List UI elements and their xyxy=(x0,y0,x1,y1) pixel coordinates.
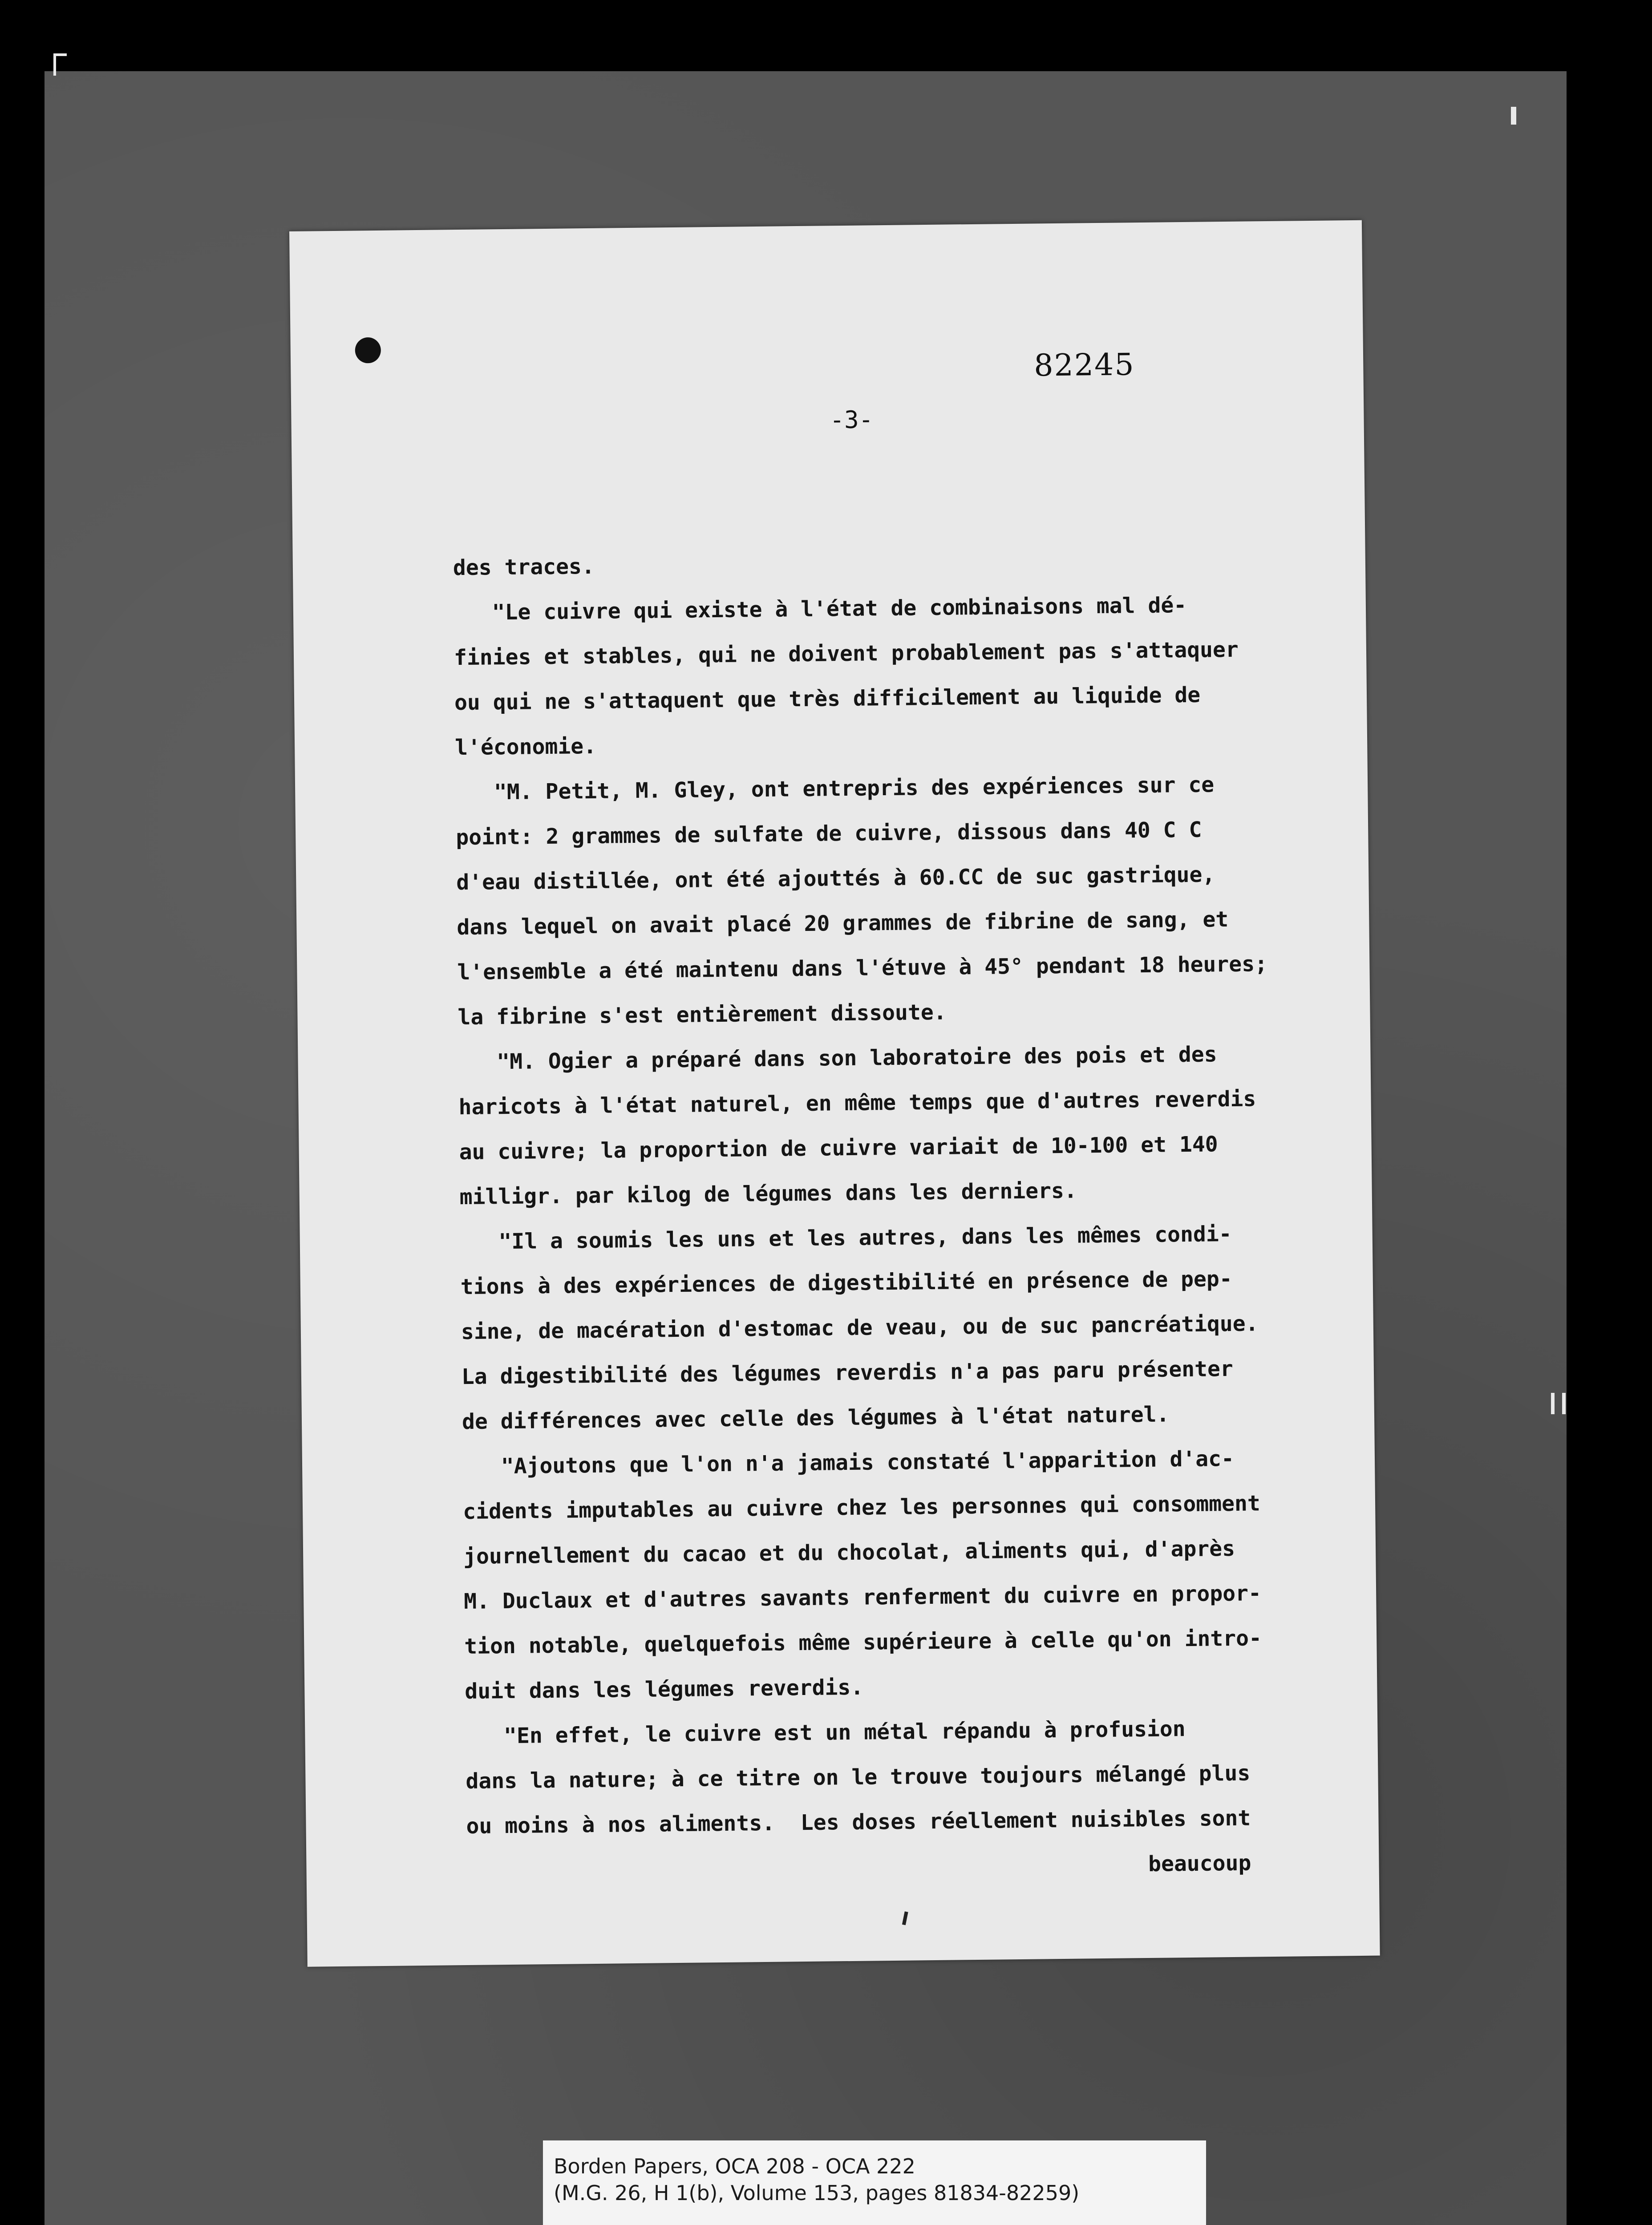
citation-line-1: Borden Papers, OCA 208 - OCA 222 xyxy=(554,2154,915,2178)
body-line: tions à des expériences de digestibilité en présence de pep- xyxy=(460,1266,1232,1300)
body-line: finies et stables, qui ne doivent probablement pas s'attaquer xyxy=(453,637,1239,671)
body-line: des traces. xyxy=(453,554,595,581)
body-line: "Il a soumis les uns et les autres, dans les mêmes condi- xyxy=(460,1221,1232,1255)
body-line: journellement du cacao et du chocolat, aliments qui, d'après xyxy=(463,1536,1235,1570)
body-line: "Ajoutons que l'on n'a jamais constaté l'apparition d'ac- xyxy=(462,1446,1235,1480)
film-edge-mark xyxy=(1511,107,1516,125)
body-line: point: 2 grammes de sulfate de cuivre, dissous dans 40 C C xyxy=(455,817,1202,850)
body-line: l'ensemble a été maintenu dans l'étuve à 45° pendant 18 heures; xyxy=(457,951,1268,985)
citation-line-2: (M.G. 26, H 1(b), Volume 153, pages 81834-82259) xyxy=(554,2181,1080,2205)
body-line: dans la nature; à ce titre on le trouve toujours mélangé plus xyxy=(466,1760,1251,1794)
body-line: milligr. par kilog de légumes dans les derniers. xyxy=(459,1178,1077,1210)
corner-registration-mark xyxy=(53,53,67,76)
page-number: -3- xyxy=(830,405,874,434)
document-body xyxy=(453,536,1348,1894)
body-line: sine, de macération d'estomac de veau, ou de suc pancréatique. xyxy=(461,1311,1259,1345)
document-number: 82245 xyxy=(1033,347,1135,384)
body-line: "Le cuivre qui existe à l'état de combinaisons mal dé- xyxy=(453,592,1187,626)
body-line: la fibrine s'est entièrement dissoute. xyxy=(458,999,947,1030)
body-line: d'eau distillée, ont été ajouttés à 60.CC de suc gastrique, xyxy=(456,862,1215,895)
body-line: ou moins à nos aliments. Les doses réellement nuisibles sont xyxy=(466,1805,1251,1839)
body-line: ou qui ne s'attaquent que très difficilement au liquide de xyxy=(454,682,1201,716)
body-line: haricots à l'état naturel, en même temps que d'autres reverdis xyxy=(458,1086,1256,1120)
document-page xyxy=(289,220,1380,1967)
paper-mark xyxy=(902,1911,908,1925)
film-edge-mark xyxy=(1551,1393,1555,1414)
body-line: cidents imputables au cuivre chez les personnes qui consomment xyxy=(462,1491,1261,1525)
body-line: "M. Petit, M. Gley, ont entrepris des expériences sur ce xyxy=(455,772,1215,805)
body-line: dans lequel on avait placé 20 grammes de fibrine de sang, et xyxy=(457,906,1229,940)
body-line: beaucoup xyxy=(466,1850,1251,1884)
body-line: La digestibilité des légumes reverdis n'a pas paru présenter xyxy=(461,1356,1234,1390)
citation-label xyxy=(543,2140,1206,2225)
body-line: l'économie. xyxy=(454,733,597,761)
body-line: "En effet, le cuivre est un métal répandu à profusion xyxy=(465,1716,1186,1749)
body-line: "M. Ogier a préparé dans son laboratoire des pois et des xyxy=(458,1042,1217,1075)
body-line: M. Duclaux et d'autres savants renferment du cuivre en propor- xyxy=(463,1581,1262,1614)
body-line: au cuivre; la proportion de cuivre variait de 10-100 et 140 xyxy=(459,1132,1218,1165)
body-line: de différences avec celle des légumes à l'état naturel. xyxy=(462,1402,1170,1435)
body-line: duit dans les légumes reverdis. xyxy=(465,1675,864,1704)
body-line: tion notable, quelquefois même supérieure à celle qu'on intro- xyxy=(464,1626,1262,1659)
punch-hole xyxy=(355,337,381,364)
film-edge-mark xyxy=(1562,1393,1566,1414)
